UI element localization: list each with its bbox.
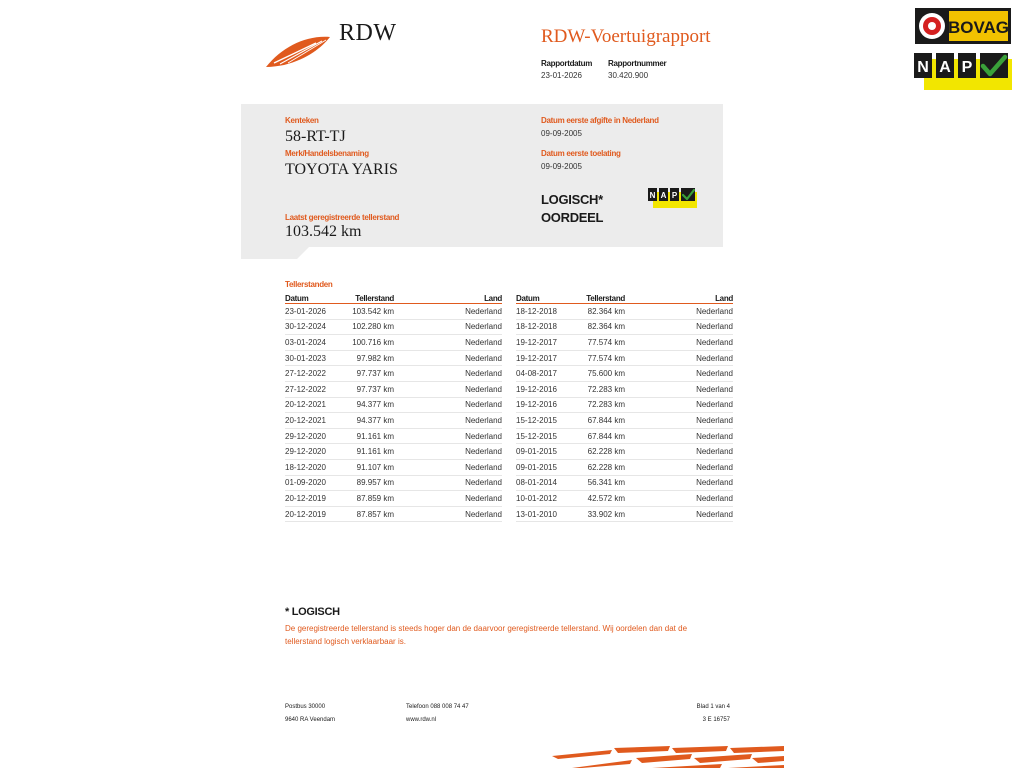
- cell-country: Nederland: [625, 304, 733, 320]
- cell-date: 03-01-2024: [285, 335, 340, 351]
- cell-odometer: 87.859 km: [340, 491, 394, 507]
- report-number-label: Rapportnummer: [608, 59, 667, 68]
- nap-small-letter-p: P: [671, 191, 678, 200]
- cell-date: 20-12-2019: [285, 491, 340, 507]
- table-row: [285, 491, 502, 507]
- cell-country: Nederland: [625, 350, 733, 366]
- cell-odometer: 103.542 km: [340, 304, 394, 320]
- cell-odometer: 62.228 km: [571, 444, 625, 460]
- cell-country: Nederland: [394, 397, 502, 413]
- footer-stripes-decoration: [552, 746, 784, 768]
- odometer-rows-right: [516, 304, 733, 522]
- col-header-date: Datum: [516, 293, 571, 304]
- cell-date: 20-12-2019: [285, 506, 340, 522]
- cell-date: 19-12-2016: [516, 381, 571, 397]
- cell-country: Nederland: [625, 491, 733, 507]
- cell-date: 23-01-2026: [285, 304, 340, 320]
- plate-label: Kenteken: [285, 116, 319, 125]
- table-row: [516, 491, 733, 507]
- footnote-title: * LOGISCH: [285, 606, 340, 618]
- table-row: [516, 381, 733, 397]
- col-header-date: Datum: [285, 293, 340, 304]
- table-row: [285, 319, 502, 335]
- table-row: [285, 444, 502, 460]
- cell-country: Nederland: [625, 428, 733, 444]
- cell-date: 18-12-2020: [285, 459, 340, 475]
- nap-letter-a: A: [939, 59, 951, 76]
- table-row: [516, 475, 733, 491]
- table-header-row: [285, 293, 502, 304]
- footer-address-line1: Postbus 30000: [285, 704, 326, 710]
- vehicle-make: TOYOTA YARIS: [285, 161, 398, 178]
- table-row: [285, 506, 502, 522]
- cell-odometer: 75.600 km: [571, 366, 625, 382]
- cell-country: Nederland: [625, 397, 733, 413]
- cell-odometer: 94.377 km: [340, 397, 394, 413]
- last-odometer-label: Laatst geregistreerde tellerstand: [285, 213, 400, 222]
- cell-country: Nederland: [394, 413, 502, 429]
- table-row: [516, 366, 733, 382]
- odometer-section-title: Tellerstanden: [285, 280, 333, 289]
- table-row: [285, 397, 502, 413]
- footer-address-line2: 9640 RA Veendam: [285, 717, 336, 723]
- nap-logo: [914, 53, 1012, 90]
- cell-odometer: 94.377 km: [340, 413, 394, 429]
- table-row: [516, 459, 733, 475]
- table-row: [516, 397, 733, 413]
- cell-odometer: 91.161 km: [340, 444, 394, 460]
- cell-odometer: 67.844 km: [571, 413, 625, 429]
- footnote-text: De geregistreerde tellerstand is steeds hoger dan de daarvoor geregistreerde tellerstand. Wij oordelen dan dat de tellerstand logisch verklaarbaar is.: [285, 624, 688, 646]
- table-row: [285, 428, 502, 444]
- cell-date: 19-12-2017: [516, 335, 571, 351]
- table-row: [285, 366, 502, 382]
- cell-odometer: 97.737 km: [340, 366, 394, 382]
- report-title: RDW-Voertuigrapport: [541, 26, 711, 47]
- cell-date: 10-01-2012: [516, 491, 571, 507]
- judgement-line2: OORDEEL: [541, 210, 604, 225]
- cell-odometer: 89.957 km: [340, 475, 394, 491]
- col-header-km: Tellerstand: [571, 293, 625, 304]
- cell-date: 15-12-2015: [516, 428, 571, 444]
- cell-country: Nederland: [394, 304, 502, 320]
- cell-odometer: 82.364 km: [571, 304, 625, 320]
- cell-country: Nederland: [394, 506, 502, 522]
- cell-country: Nederland: [625, 319, 733, 335]
- cell-odometer: 91.107 km: [340, 459, 394, 475]
- cell-country: Nederland: [394, 319, 502, 335]
- cell-date: 09-01-2015: [516, 444, 571, 460]
- cell-odometer: 82.364 km: [571, 319, 625, 335]
- cell-odometer: 77.574 km: [571, 350, 625, 366]
- table-row: [516, 350, 733, 366]
- report-date-label: Rapportdatum: [541, 59, 593, 68]
- cell-date: 15-12-2015: [516, 413, 571, 429]
- cell-odometer: 33.902 km: [571, 506, 625, 522]
- table-row: [285, 413, 502, 429]
- cell-country: Nederland: [394, 350, 502, 366]
- cell-country: Nederland: [394, 335, 502, 351]
- nap-small-letter-n: N: [649, 191, 656, 200]
- cell-date: 18-12-2018: [516, 304, 571, 320]
- cell-country: Nederland: [394, 459, 502, 475]
- cell-odometer: 97.737 km: [340, 381, 394, 397]
- cell-country: Nederland: [394, 366, 502, 382]
- cell-country: Nederland: [625, 444, 733, 460]
- table-row: [285, 304, 502, 320]
- nap-small-logo: [648, 188, 697, 208]
- table-row: [285, 475, 502, 491]
- cell-date: 20-12-2021: [285, 413, 340, 429]
- cell-date: 18-12-2018: [516, 319, 571, 335]
- cell-country: Nederland: [625, 459, 733, 475]
- cell-country: Nederland: [625, 413, 733, 429]
- bovag-wordmark: BOVAG: [947, 18, 1010, 37]
- table-row: [516, 444, 733, 460]
- odometer-judgement: [541, 191, 603, 227]
- cell-odometer: 77.574 km: [571, 335, 625, 351]
- cell-date: 20-12-2021: [285, 397, 340, 413]
- cell-country: Nederland: [394, 381, 502, 397]
- cell-odometer: 72.283 km: [571, 397, 625, 413]
- footer-page-number: Blad 1 van 4: [696, 704, 730, 710]
- cell-date: 29-12-2020: [285, 444, 340, 460]
- rdw-feather-logo: [264, 33, 332, 69]
- footer-phone: Telefoon 088 008 74 47: [406, 704, 469, 710]
- table-row: [516, 506, 733, 522]
- cell-country: Nederland: [625, 506, 733, 522]
- cell-country: Nederland: [394, 491, 502, 507]
- cell-odometer: 62.228 km: [571, 459, 625, 475]
- cell-country: Nederland: [394, 444, 502, 460]
- first-issue-nl-label: Datum eerste afgifte in Nederland: [541, 116, 659, 125]
- make-label: Merk/Handelsbenaming: [285, 149, 369, 158]
- cell-odometer: 100.716 km: [340, 335, 394, 351]
- report-date: 23-01-2026: [541, 71, 582, 80]
- cell-date: 01-09-2020: [285, 475, 340, 491]
- cell-odometer: 87.857 km: [340, 506, 394, 522]
- footer-code: 3 E 16757: [702, 717, 730, 723]
- odometer-rows-left: [285, 304, 502, 522]
- cell-date: 19-12-2016: [516, 397, 571, 413]
- table-row: [285, 381, 502, 397]
- bovag-logo: [915, 8, 1011, 44]
- cell-odometer: 67.844 km: [571, 428, 625, 444]
- cell-date: 27-12-2022: [285, 366, 340, 382]
- cell-odometer: 72.283 km: [571, 381, 625, 397]
- cell-odometer: 42.572 km: [571, 491, 625, 507]
- first-issue-nl: 09-09-2005: [541, 129, 582, 138]
- col-header-country: Land: [394, 293, 502, 304]
- rdw-name: RDW: [339, 20, 397, 46]
- cell-odometer: 97.982 km: [340, 350, 394, 366]
- nap-small-letter-a: A: [660, 191, 667, 200]
- col-header-country: Land: [625, 293, 733, 304]
- first-admission: 09-09-2005: [541, 162, 582, 171]
- cell-odometer: 91.161 km: [340, 428, 394, 444]
- cell-date: 08-01-2014: [516, 475, 571, 491]
- table-row: [516, 428, 733, 444]
- odometer-table-right: [516, 293, 733, 522]
- cell-country: Nederland: [394, 428, 502, 444]
- last-odometer: 103.542 km: [285, 223, 362, 240]
- cell-odometer: 56.341 km: [571, 475, 625, 491]
- license-plate: 58-RT-TJ: [285, 128, 346, 145]
- table-row: [285, 350, 502, 366]
- footer-website[interactable]: www.rdw.nl: [406, 717, 437, 723]
- col-header-km: Tellerstand: [340, 293, 394, 304]
- cell-date: 04-08-2017: [516, 366, 571, 382]
- cell-country: Nederland: [625, 335, 733, 351]
- table-row: [516, 413, 733, 429]
- cell-date: 30-01-2023: [285, 350, 340, 366]
- table-row: [516, 304, 733, 320]
- first-admission-label: Datum eerste toelating: [541, 149, 621, 158]
- report-number: 30.420.900: [608, 71, 649, 80]
- table-row: [285, 335, 502, 351]
- table-row: [516, 319, 733, 335]
- judgement-line1: LOGISCH*: [541, 192, 603, 207]
- odometer-table-left: [285, 293, 502, 522]
- cell-country: Nederland: [625, 366, 733, 382]
- table-row: [516, 335, 733, 351]
- cell-date: 13-01-2010: [516, 506, 571, 522]
- cell-date: 09-01-2015: [516, 459, 571, 475]
- nap-letter-p: P: [961, 59, 973, 76]
- cell-country: Nederland: [394, 475, 502, 491]
- nap-letter-n: N: [917, 59, 929, 76]
- cell-date: 27-12-2022: [285, 381, 340, 397]
- cell-date: 29-12-2020: [285, 428, 340, 444]
- cell-date: 30-12-2024: [285, 319, 340, 335]
- cell-country: Nederland: [625, 475, 733, 491]
- cell-country: Nederland: [625, 381, 733, 397]
- table-header-row: [516, 293, 733, 304]
- cell-date: 19-12-2017: [516, 350, 571, 366]
- table-row: [285, 459, 502, 475]
- cell-odometer: 102.280 km: [340, 319, 394, 335]
